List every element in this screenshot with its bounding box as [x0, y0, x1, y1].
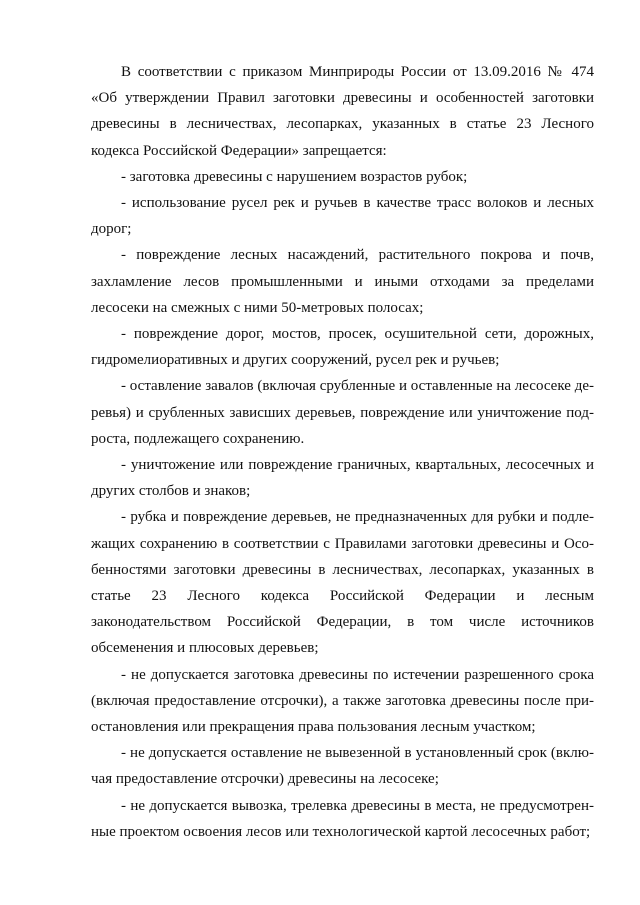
- list-item: - заготовка древесины с нарушением возрастов рубок;: [121, 168, 468, 185]
- list-item: - оставление завалов (включая срубленные и оставленные на лесосеке деревья) и срубленных зависших деревьев, повреждение или уничтожение подроста, подлежащего сохранению.: [91, 378, 594, 447]
- list-item: - уничтожение или повреждение граничных, квартальных, лесосечных и других столбов и знаков;: [91, 457, 594, 500]
- list-item: - повреждение дорог, мостов, просек, осушительной сети, дорожных, гидромелиоративных и других сооружений, русел рек и ручьев;: [91, 326, 594, 369]
- list-item: - не допускается оставление не вывезенной в установленный срок (включая предоставление отсрочки) древесины на лесосеке;: [91, 745, 594, 788]
- list-item: - повреждение лесных насаждений, растительного покрова и почв, захламление лесов промышленными и иными отходами за пределами лесосеки на смежных с ними 50-метровых полосах;: [91, 247, 594, 316]
- intro-paragraph: В соответствии с приказом Минприроды России от 13.09.2016 № 474 «Об утверждении Правил заготовки древесины и особенностей заготовки древесины в лесничествах, лесопарках, указанных в статье 23 Лесного кодекса Российской Федерации» запрещается:: [91, 64, 594, 159]
- list-item: - использование русел рек и ручьев в качестве трасс волоков и лесных дорог;: [91, 195, 594, 238]
- document-body: [91, 59, 594, 845]
- list-item: - не допускается вывозка, трелевка древесины в места, не предусмотренные проектом освоения лесов или технологической картой лесосечных работ;: [91, 797, 594, 840]
- list-item: - не допускается заготовка древесины по истечении разрешенного срока (включая предоставление отсрочки), а также заготовка древесины после приостановления или прекращения права пользования лесным участком;: [91, 666, 594, 736]
- list-item: - рубка и повреждение деревьев, не предназначенных для рубки и подлежащих сохранению в соответствии с Правилами заготовки древесины и Особенностями заготовки древесины в лесничествах, лесопарках, указанных в статье 23 Лесного кодекса Российской Федерации и лесным законодательством Российской Федерации, в том числе источников обсеменения и плюсовых деревьев;: [91, 509, 594, 657]
